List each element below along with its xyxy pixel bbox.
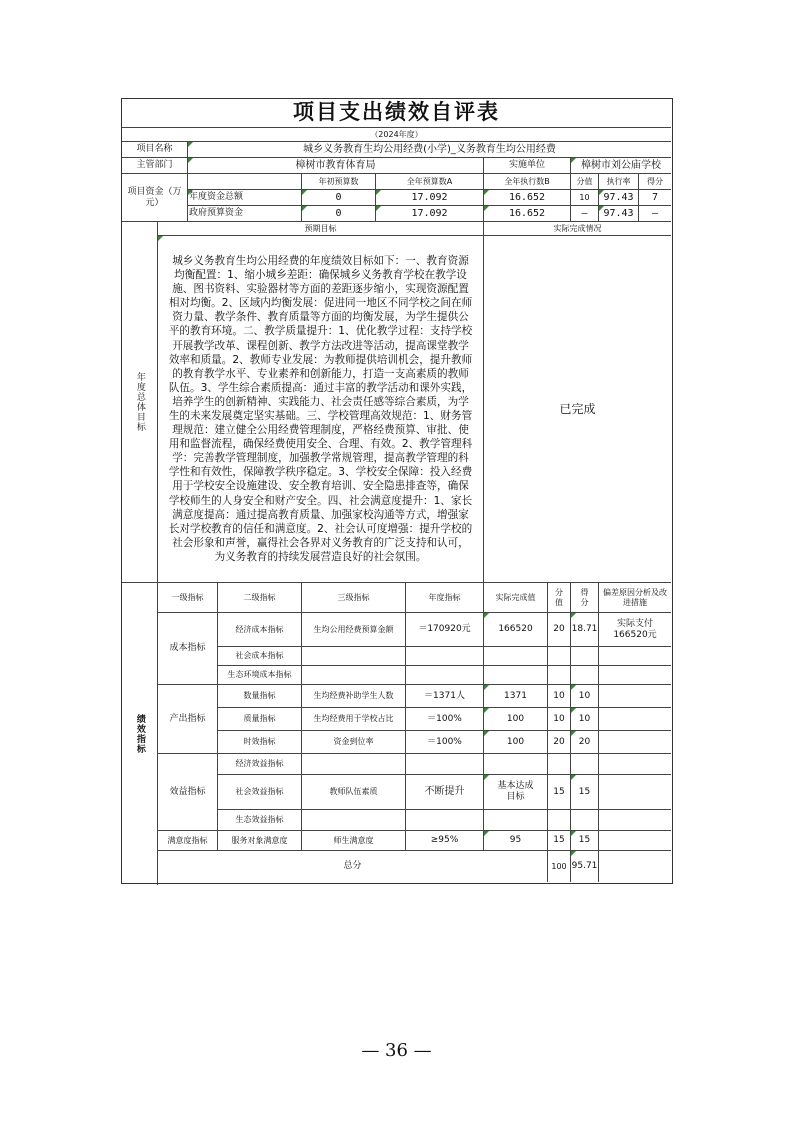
row-economic-benefit-score-value [548, 754, 571, 775]
expected-goal-text: 城乡义务教育生均公用经费的年度绩效目标如下：一、教育资源均衡配置：1、缩小城乡差距：确保城乡义务教育学校在教学设施、图书资料、实验器材等方面的差距逐步缩小，实现资源配置相对均衡。2、区域内均衡发展：促进同一地区不同学校之间在师资力量、教学条件、教育质量等方面的均衡发展，为学生提供公平的教育环境。二、教学质量提升：1、优化教学过程：支持学校开展教学改革、课程创新、教学方法改进等活动，提高课堂教学效率和质量。2、教师专业发展：为教师提供培训机会，提升教师的教育教学水平、专业素养和创新能力，打造一支高素质的教师队伍。3、学生综合素质提高：通过丰富的教学活动和课外实践，培养学生的创新精神、实践能力、社会责任感等综合素质，为学生的未来发展奠定坚实基础。三、学校管理高效规范：1、财务管理规范：建立健全公用经费管理制度，严格经费预算、审批、使用和监督流程，确保经费使用安全、合理、有效。2、教学管理科学：完善教学管理制度，加强教学常规管理，提高教学管理的科学性和有效性，保障教学秩序稳定。3、学校安全保障：投入经费用于学校安全设施建设、安全教育培训、安全隐患排查等，确保学校师生的人身安全和财产安全。四、社会满意度提升：1、家长满意度提高：通过提高教育质量、加强家校沟通等方式，增强家长对学校教育的信任和满意度。2、社会认可度增强：提升学校的社会形象和声誉，赢得社会各界对义务教育的广泛支持和认可，为义务教育的持续发展营造良好的社会氛围。 [158, 236, 484, 583]
row-economic-cost-target: ＝170920元 [406, 613, 484, 647]
expected-goal-header: 预期目标 [158, 222, 484, 236]
funds-header-initial: 年初预算数 [302, 174, 376, 190]
row-economic-benefit-actual [484, 754, 548, 775]
row-satisfaction-score: 15 [571, 831, 599, 851]
project-name-value: 城乡义务教育生均公用经费(小学)_义务教育生均公用经费 [188, 142, 671, 158]
row-eco-benefit-level2: 生态效益指标 [218, 810, 302, 831]
row-eco-cost-actual [484, 666, 548, 685]
project-name-label: 项目名称 [122, 142, 188, 158]
performance-indicators-label: 绩效指标 [122, 583, 158, 885]
row-quality-actual: 100 [484, 708, 548, 731]
row-quantity-actual: 1371 [484, 685, 548, 708]
funds-row-total-label: 年度资金总额 [188, 190, 302, 206]
row-economic-cost-score: 18.71 [571, 613, 599, 647]
row-social-benefit-note [599, 775, 671, 810]
funds-row-gov-label: 政府预算资金 [188, 206, 302, 222]
header-score-value: 分值 [548, 583, 571, 613]
funds-header-score: 得分 [639, 174, 671, 190]
row-eco-benefit-target [406, 810, 484, 831]
actual-result-text: 已完成 [484, 236, 671, 583]
row-eco-benefit-score [571, 810, 599, 831]
row-economic-cost-level3: 生均公用经费预算金额 [302, 613, 406, 647]
group-cost: 成本指标 [158, 613, 218, 685]
implementing-unit-value: 樟树市刘公庙学校 [571, 158, 671, 174]
row-quantity-score: 10 [571, 685, 599, 708]
funds-row-gov-score: — [639, 206, 671, 222]
row-quantity-level2: 数量指标 [218, 685, 302, 708]
funds-row-total-score-value: 10 [571, 190, 599, 206]
row-quality-note [599, 708, 671, 731]
funds-row-gov-rate: 97.43 [599, 206, 639, 222]
header-score: 得分 [571, 583, 599, 613]
row-satisfaction-level2: 服务对象满意度 [218, 831, 302, 851]
row-eco-benefit-actual [484, 810, 548, 831]
year-label: （2024年度） [122, 128, 671, 142]
header-level2: 二级指标 [218, 583, 302, 613]
row-social-benefit-actual: 基本达成目标 [484, 775, 548, 810]
header-deviation: 偏差原因分析及改进措施 [599, 583, 671, 613]
row-social-benefit-level3: 教师队伍素质 [302, 775, 406, 810]
row-timeliness-level2: 时效指标 [218, 731, 302, 754]
row-satisfaction-note [599, 831, 671, 851]
row-eco-cost-target [406, 666, 484, 685]
row-quantity-score-value: 10 [548, 685, 571, 708]
row-quality-target: ＝100% [406, 708, 484, 731]
row-economic-benefit-level3 [302, 754, 406, 775]
row-social-cost-note [599, 647, 671, 666]
row-eco-benefit-score-value [548, 810, 571, 831]
group-output: 产出指标 [158, 685, 218, 754]
funds-header-rate: 执行率 [599, 174, 639, 190]
header-level1: 一级指标 [158, 583, 218, 613]
row-social-cost-level3 [302, 647, 406, 666]
row-social-cost-target [406, 647, 484, 666]
funds-row-gov-initial: 0 [302, 206, 376, 222]
row-timeliness-actual: 100 [484, 731, 548, 754]
row-eco-cost-score-value [548, 666, 571, 685]
department-label: 主管部门 [122, 158, 188, 174]
funds-row-gov-score-value: — [571, 206, 599, 222]
funds-row-gov-executed: 16.652 [484, 206, 571, 222]
row-eco-benefit-note [599, 810, 671, 831]
header-actual: 实际完成值 [484, 583, 548, 613]
row-timeliness-level3: 资金到位率 [302, 731, 406, 754]
row-economic-cost-actual: 166520 [484, 613, 548, 647]
annual-goal-label: 年度总体目标 [122, 222, 158, 583]
group-benefit: 效益指标 [158, 754, 218, 831]
row-social-cost-score [571, 647, 599, 666]
funds-header-score-value: 分值 [571, 174, 599, 190]
row-social-benefit-score: 15 [571, 775, 599, 810]
row-eco-cost-score [571, 666, 599, 685]
page-number: — 36 — [361, 1040, 432, 1061]
row-quality-score: 10 [571, 708, 599, 731]
row-eco-benefit-level3 [302, 810, 406, 831]
row-economic-cost-level2: 经济成本指标 [218, 613, 302, 647]
row-social-benefit-level2: 社会效益指标 [218, 775, 302, 810]
row-economic-benefit-score [571, 754, 599, 775]
group-satisfaction: 满意度指标 [158, 831, 218, 851]
row-social-cost-actual [484, 647, 548, 666]
funds-header-blank [188, 174, 302, 190]
row-social-benefit-target: 不断提升 [406, 775, 484, 810]
row-economic-benefit-target [406, 754, 484, 775]
row-timeliness-note [599, 731, 671, 754]
header-target: 年度指标 [406, 583, 484, 613]
row-social-cost-level2: 社会成本指标 [218, 647, 302, 666]
row-economic-cost-note: 实际支付166520元 [599, 613, 671, 647]
total-note [599, 851, 671, 882]
department-value: 樟树市教育体育局 [188, 158, 484, 174]
funds-row-total-score: 7 [639, 190, 671, 206]
row-satisfaction-score-value: 15 [548, 831, 571, 851]
row-eco-cost-note [599, 666, 671, 685]
row-satisfaction-target: ≥95% [406, 831, 484, 851]
row-satisfaction-level3: 师生满意度 [302, 831, 406, 851]
row-timeliness-score-value: 20 [548, 731, 571, 754]
funds-row-total-rate: 97.43 [599, 190, 639, 206]
row-social-benefit-score-value: 15 [548, 775, 571, 810]
actual-result-header: 实际完成情况 [484, 222, 671, 236]
funds-row-total-annual: 17.092 [376, 190, 484, 206]
funds-row-total-initial: 0 [302, 190, 376, 206]
table-title: 项目支出绩效自评表 [122, 99, 671, 128]
funds-header-annual: 全年预算数A [376, 174, 484, 190]
row-eco-cost-level2: 生态环境成本指标 [218, 666, 302, 685]
row-satisfaction-actual: 95 [484, 831, 548, 851]
row-quality-level2: 质量指标 [218, 708, 302, 731]
row-quantity-level3: 生均经费补助学生人数 [302, 685, 406, 708]
row-timeliness-target: ＝100% [406, 731, 484, 754]
funds-label: 项目资金（万元） [122, 174, 188, 222]
row-timeliness-score: 20 [571, 731, 599, 754]
row-quality-score-value: 10 [548, 708, 571, 731]
funds-row-total-executed: 16.652 [484, 190, 571, 206]
performance-table [121, 98, 673, 884]
total-label: 总分 [158, 851, 548, 882]
funds-row-gov-annual: 17.092 [376, 206, 484, 222]
total-score: 95.71 [571, 851, 599, 882]
row-quantity-note [599, 685, 671, 708]
implementing-unit-label: 实施单位 [484, 158, 571, 174]
header-level3: 三级指标 [302, 583, 406, 613]
row-quantity-target: ＝1371人 [406, 685, 484, 708]
row-quality-level3: 生均经费用于学校占比 [302, 708, 406, 731]
total-score-value: 100 [548, 851, 571, 882]
row-economic-benefit-note [599, 754, 671, 775]
row-economic-cost-score-value: 20 [548, 613, 571, 647]
row-economic-benefit-level2: 经济效益指标 [218, 754, 302, 775]
funds-header-executed: 全年执行数B [484, 174, 571, 190]
row-eco-cost-level3 [302, 666, 406, 685]
row-social-cost-score-value [548, 647, 571, 666]
